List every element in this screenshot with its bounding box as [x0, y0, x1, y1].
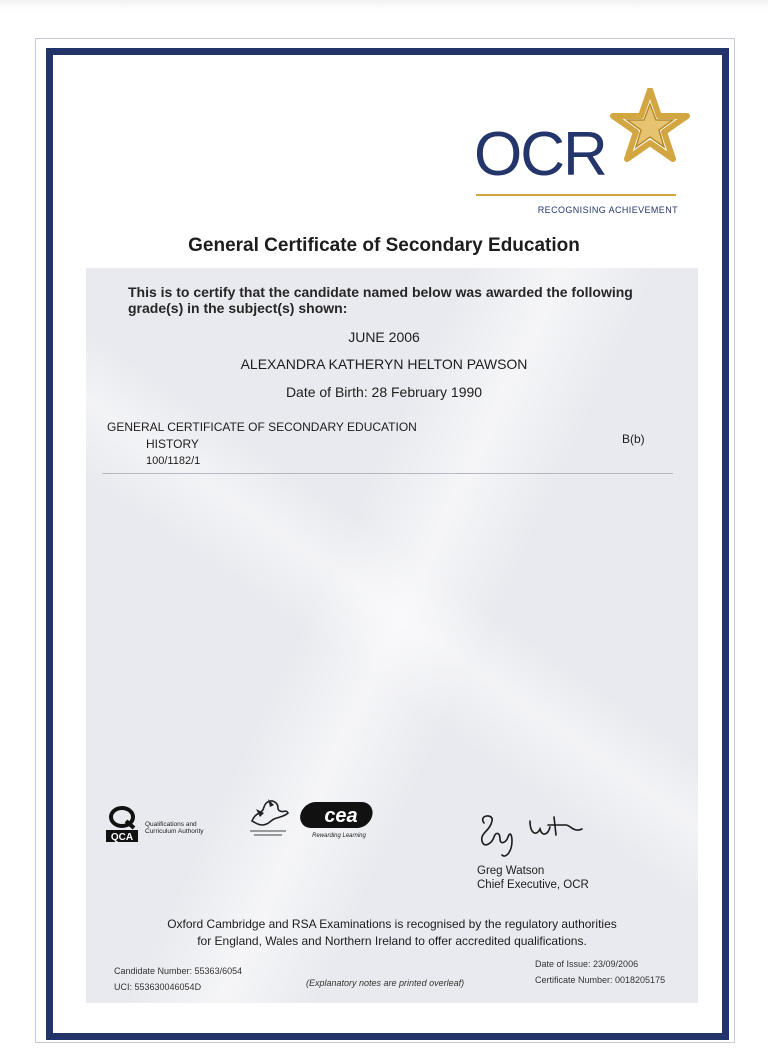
candidate-number: Candidate Number: 55363/6054	[114, 966, 243, 976]
qca-name-line1: Qualifications and	[145, 821, 197, 828]
subject-divider	[102, 473, 673, 474]
uci-number: UCI: 553630046054D	[114, 982, 202, 992]
cea-wordmark: cea	[324, 805, 358, 827]
marble-watermark-panel	[86, 268, 698, 1003]
welsh-dragon-icon	[246, 795, 290, 839]
qualification-title: GENERAL CERTIFICATE OF SECONDARY EDUCATION	[107, 420, 417, 434]
exam-session: JUNE 2006	[348, 329, 420, 345]
regulatory-statement	[86, 916, 698, 950]
qca-logo-icon	[106, 806, 138, 842]
issue-details	[535, 956, 665, 988]
qca-name-line2: Curriculum Authority	[145, 828, 204, 835]
date-of-birth: Date of Birth: 28 February 1990	[285, 384, 483, 400]
cea-tagline: Rewarding Learning	[312, 833, 366, 839]
signatory-block	[477, 864, 589, 892]
explanatory-note: (Explanatory notes are printed overleaf)	[306, 978, 465, 988]
candidate-identifiers	[114, 963, 242, 995]
candidate-name: ALEXANDRA KATHERYN HELTON PAWSON	[240, 356, 528, 372]
cea-logo-icon	[300, 800, 378, 840]
regulatory-line-1: Oxford Cambridge and RSA Examinations is recognised by the regulatory authorities	[167, 917, 617, 931]
logo-tagline: RECOGNISING ACHIEVEMENT	[537, 205, 678, 215]
subject-grade: B(b)	[622, 432, 645, 446]
qca-name	[145, 821, 204, 835]
qca-abbrev: QCA	[110, 832, 134, 842]
logo-gold-rule	[476, 194, 676, 196]
certificate-title: General Certificate of Secondary Education	[188, 235, 580, 256]
date-of-issue: Date of Issue: 23/09/2006	[535, 959, 639, 969]
chief-executive-signature	[470, 803, 600, 863]
ocr-wordmark: OCR	[474, 120, 606, 189]
signatory-role: Chief Executive, OCR	[477, 879, 589, 891]
subject-entry	[107, 419, 667, 470]
certificate-number: Certificate Number: 0018205175	[535, 975, 666, 985]
signatory-name: Greg Watson	[477, 865, 545, 877]
subject-name: HISTORY	[146, 437, 199, 451]
regulatory-line-2: for England, Wales and Northern Ireland to offer accredited qualifications.	[197, 934, 587, 948]
subject-code: 100/1182/1	[146, 455, 201, 467]
certify-statement: This is to certify that the candidate named below was awarded the following grade(s) in the subject(s) shown:	[128, 284, 633, 316]
